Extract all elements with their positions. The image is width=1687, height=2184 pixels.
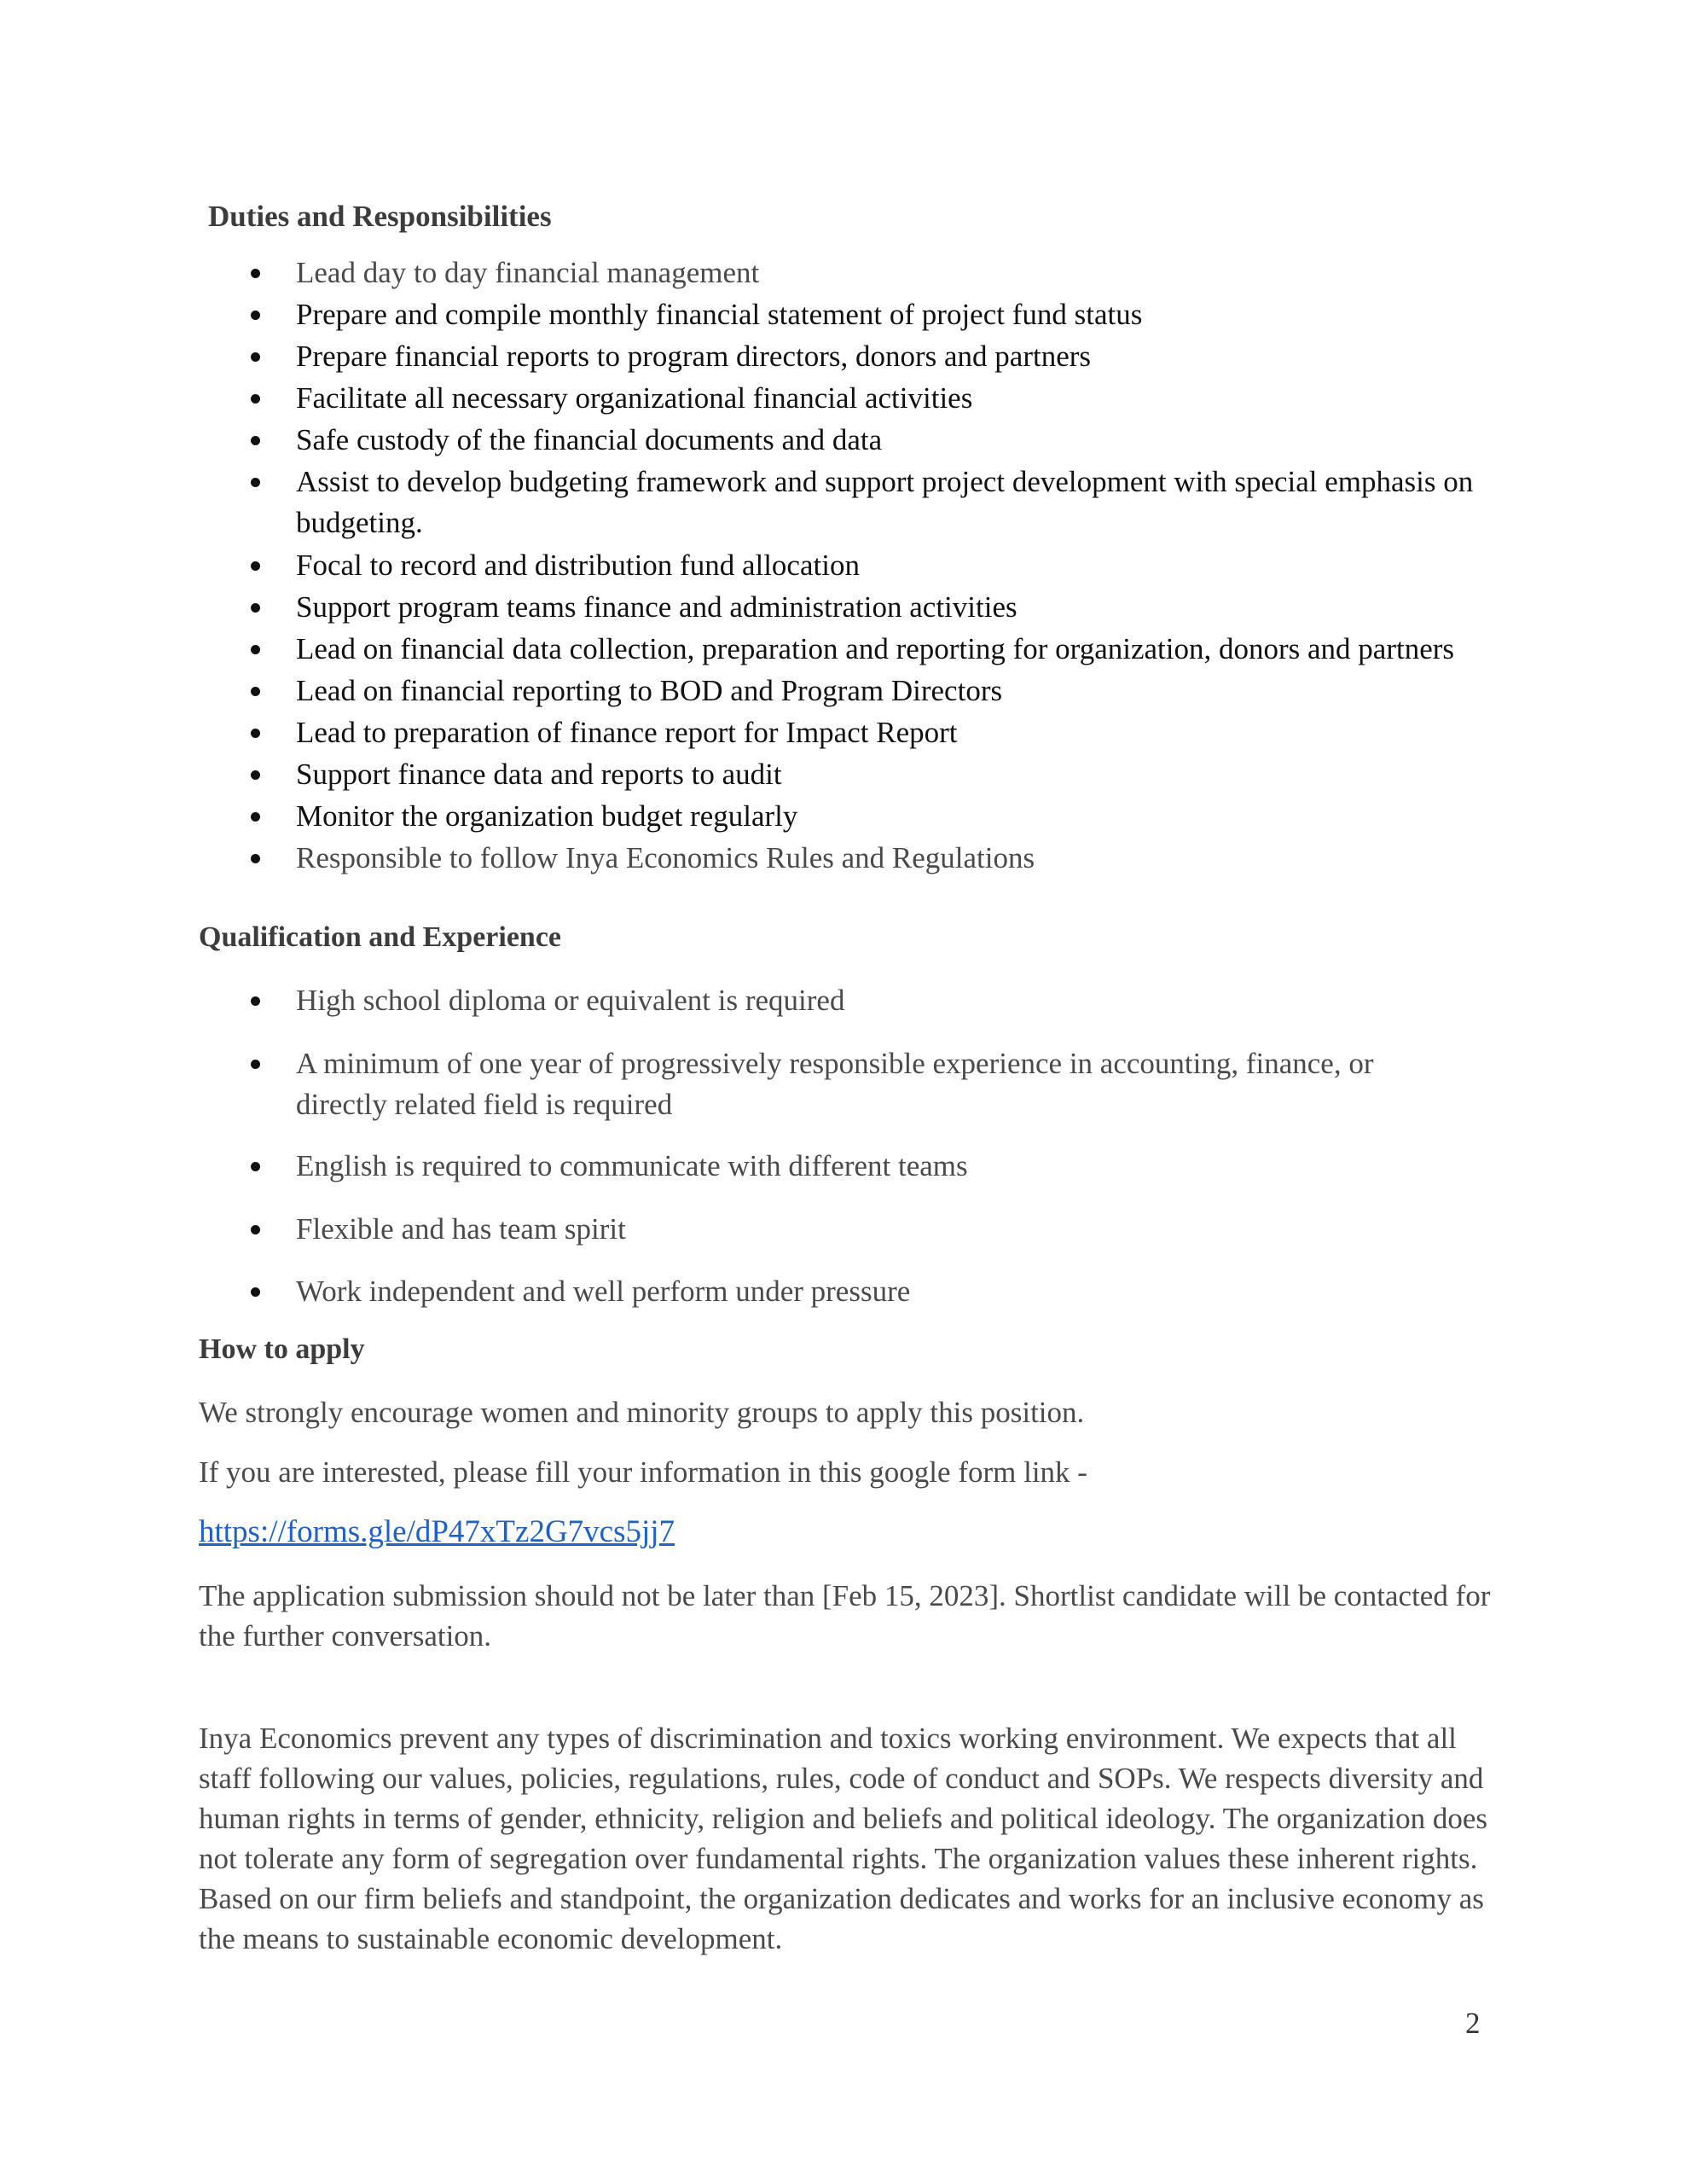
bullet-icon [251, 1162, 260, 1171]
how-to-apply-heading: How to apply [199, 1333, 365, 1365]
bullet-icon [251, 1287, 260, 1297]
bullet-icon [251, 996, 260, 1006]
document-page: Duties and Responsibilities Lead day to day financial management Prepare and compile monthly financial statement of project fund status Prepare financial reports to program directors, donors and partners Facilitate all necessary organizational financial activities Safe custody of the financial documents and data Assist to develop budgeting framework and support project development with special emphasis on budgeting. Focal to record and distribution fund allocation Support program teams finance and administration activities Lead on financial data collection, preparation and reporting for organization, donors and partners Lead on financial reporting to BOD and Program Directors Lead to preparation of finance report for Impact Report Support finance data and reports to audit Monitor the organization budget regularly Responsible to follow Inya Economics Rules and Regulations Qualification and Experience High school diploma or equivalent is required A minimum of one year of progressively responsible experience in accounting, finance, or directly related field is required English is required to communicate with different teams Flexible and has team spirit Work independent and well perform under pressure How to apply We strongly encourage women and minority groups to apply this position. If you are interested, please fill your information in this google form link - https://forms.gle/dP47xTz2G7vcs5jj7 The application submission should not be later than [Feb 15, 2023]. Shortlist candidate will be contacted for the further conversation. Inya Economics prevent any types of discrimination and toxics working environment. We expects that all staff following our values, policies, regulations, rules, code of conduct and SOPs. We respects diversity and human rights in terms of gender, ethnicity, religion and beliefs and political ideology. The organization does not tolerate any form of segregation over fundamental rights. The organization values these inherent rights. Based on our firm beliefs and standpoint, the organization dedicates and works for an inclusive economy as the means to sustainable economic development. 2 [0, 0, 1687, 2184]
bullet-icon [251, 770, 260, 780]
bullet-icon [251, 729, 260, 738]
bullet-icon [251, 645, 260, 654]
bullet-icon [251, 603, 260, 613]
interested-text: If you are interested, please fill your information in this google form link - [199, 1455, 1087, 1489]
bullet-icon [251, 394, 260, 404]
non-discrimination-statement: Inya Economics prevent any types of discrimination and toxics working environment. We expects that all staff following our values, policies, regulations, rules, code of conduct and SOPs. We respects diversity and human rights in terms of gender, ethnicity, religion and beliefs and political ideology. The organization does not tolerate any form of segregation over fundamental rights. The organization values these inherent rights. Based on our firm beliefs and standpoint, the organization dedicates and works for an inclusive economy as the means to sustainable economic development. [199, 1722, 1487, 1955]
encourage-text: We strongly encourage women and minority groups to apply this position. [199, 1396, 1085, 1429]
bullet-icon [251, 352, 260, 362]
bullet-icon [251, 478, 260, 487]
bullet-icon [251, 436, 260, 445]
duties-heading: Duties and Responsibilities [208, 200, 552, 233]
bullet-icon [251, 311, 260, 320]
bullet-icon [251, 269, 260, 278]
google-form-link[interactable]: https://forms.gle/dP47xTz2G7vcs5jj7 [199, 1514, 675, 1549]
bullet-icon [251, 854, 260, 863]
deadline-text: The application submission should not be later than [Feb 15, 2023]. Shortlist candidate will be contacted for the further conversation. [199, 1579, 1491, 1653]
bullet-icon [251, 1060, 260, 1069]
bullet-icon [251, 561, 260, 571]
page-number: 2 [1465, 2007, 1481, 2040]
bullet-icon [251, 687, 260, 696]
qualification-heading: Qualification and Experience [199, 921, 561, 953]
bullet-icon [251, 812, 260, 822]
bullet-icon [251, 1225, 260, 1234]
